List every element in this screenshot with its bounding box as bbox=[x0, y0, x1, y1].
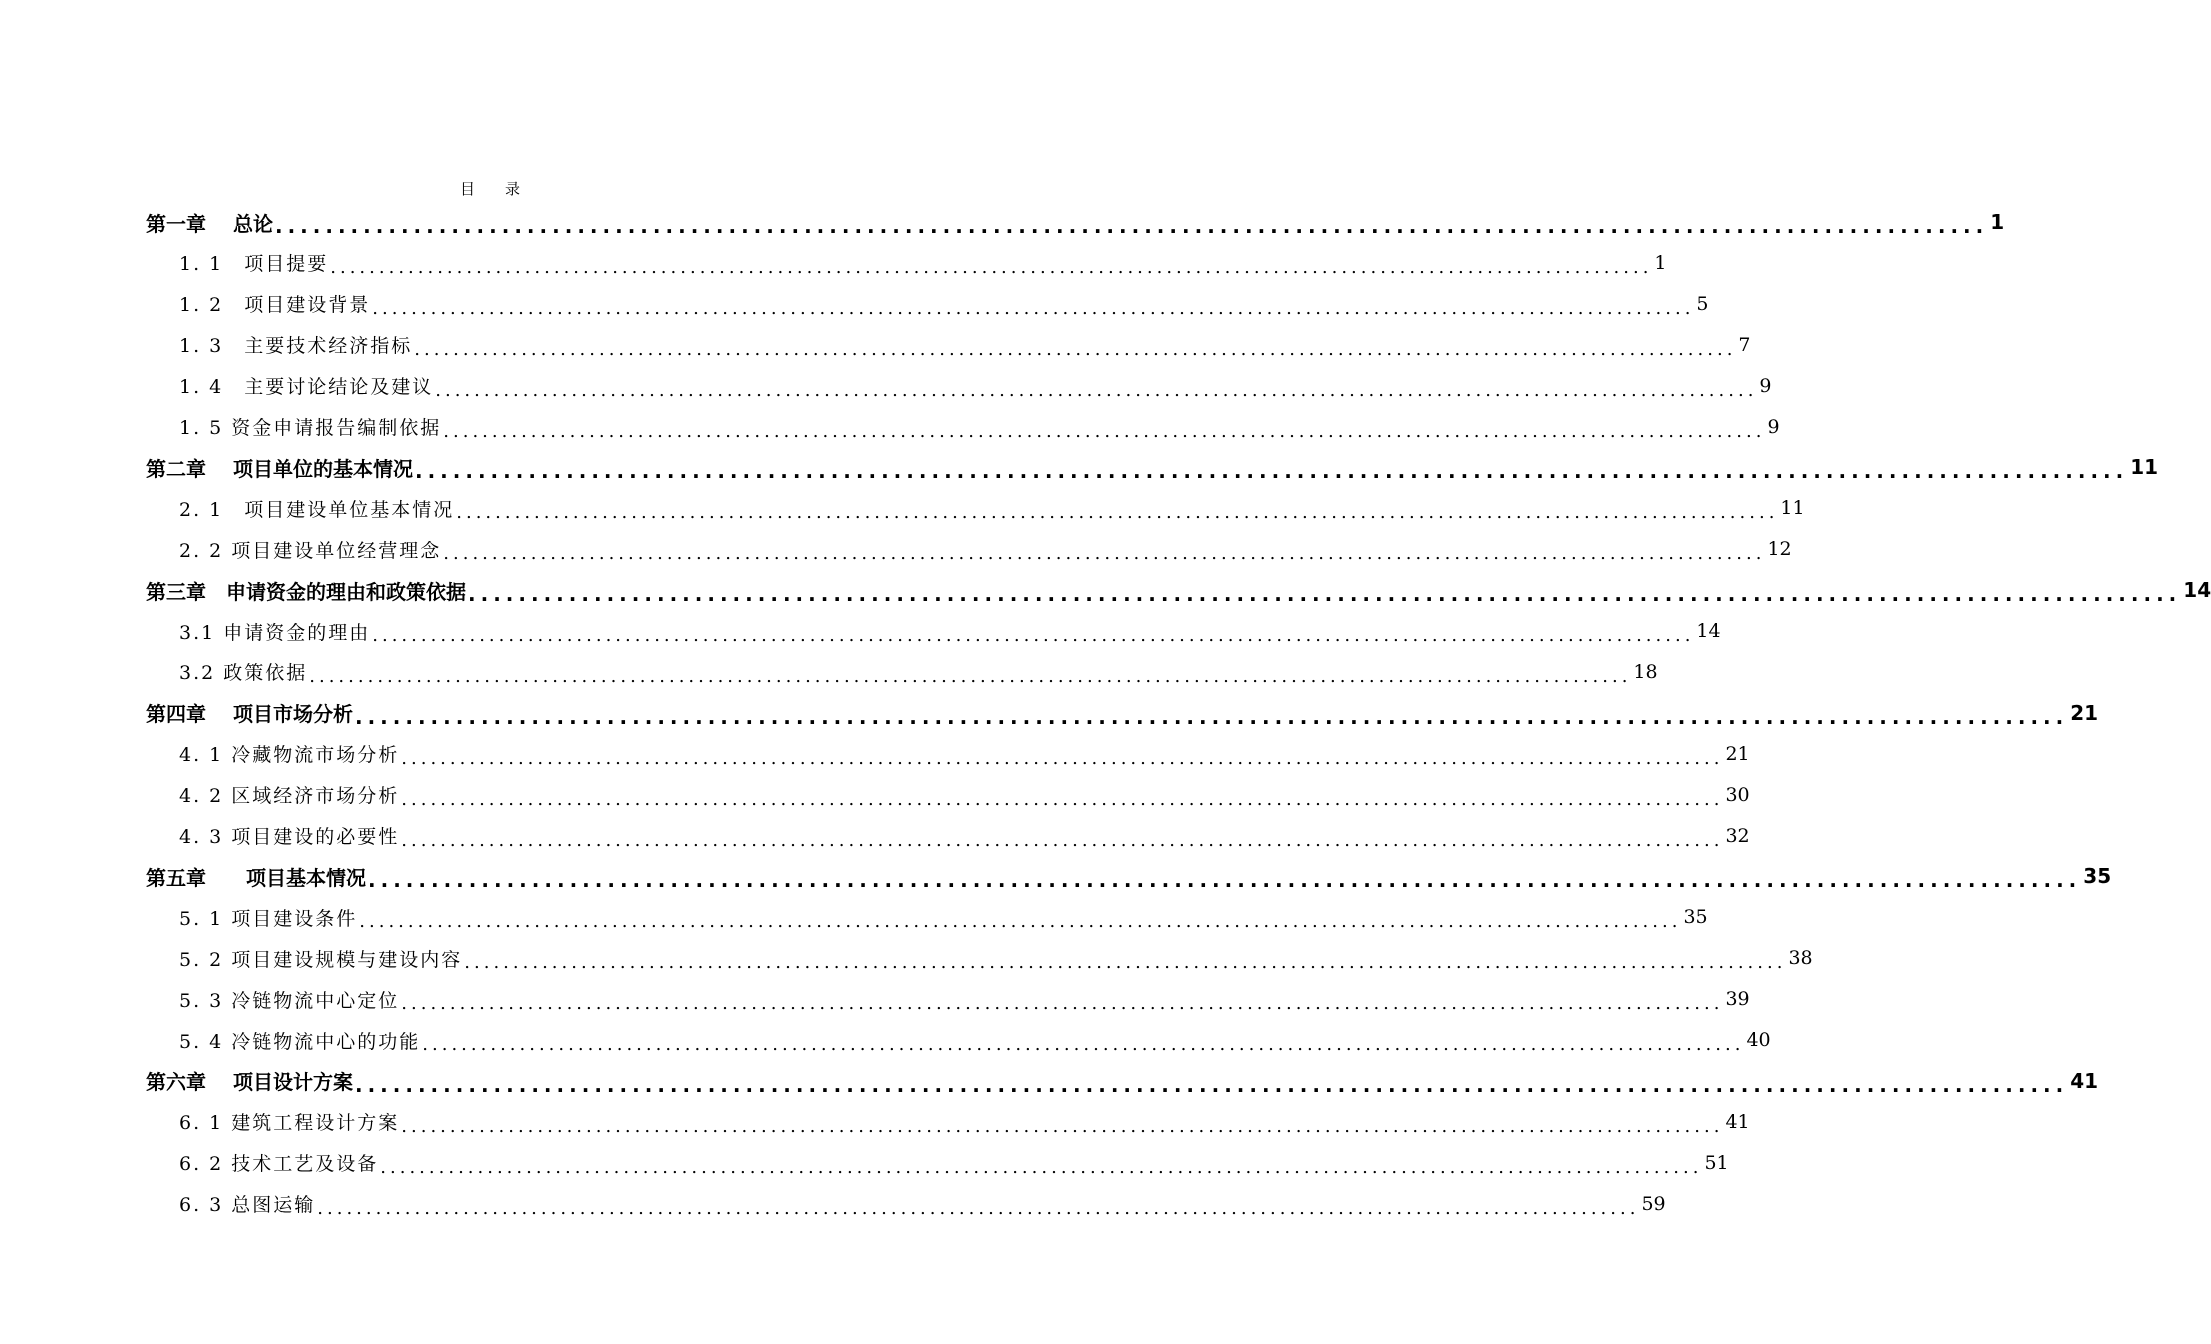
toc-entry-label: 3.2 政策依据 bbox=[179, 662, 308, 685]
toc-entry-label: 1. 5 资金申请报告编制依据 bbox=[179, 417, 442, 439]
toc-dot-leader: ........................................................................................................................................ bbox=[401, 747, 1724, 769]
toc-chapter-entry[interactable] bbox=[146, 856, 2112, 896]
toc-section-entry[interactable] bbox=[179, 1020, 1771, 1060]
toc-section-entry[interactable] bbox=[179, 488, 1805, 528]
toc-entry-label: 5. 2 项目建设规模与建设内容 bbox=[179, 948, 463, 971]
toc-entry-label: 1. 4 主要讨论结论及建议 bbox=[179, 376, 434, 399]
toc-entry-label: 5. 4 冷链物流中心的功能 bbox=[179, 1030, 421, 1053]
toc-page-number: 14 bbox=[2183, 578, 2211, 603]
toc-title-char-2: 录 bbox=[505, 180, 521, 198]
toc-section-entry[interactable] bbox=[179, 611, 1721, 651]
toc-dot-leader: ........................................................................................................................................ bbox=[359, 911, 1682, 933]
toc-section-entry[interactable] bbox=[179, 529, 1792, 569]
toc-page-number: 11 bbox=[2130, 455, 2159, 480]
toc-entry-label: 1. 1 项目提要 bbox=[179, 253, 329, 276]
toc-entry-label: 4. 2 区域经济市场分析 bbox=[179, 785, 400, 808]
toc-section-entry[interactable] bbox=[179, 284, 1709, 324]
toc-entry-label: 第四章 项目市场分析 bbox=[146, 702, 353, 727]
toc-page-number: 11 bbox=[1780, 497, 1805, 520]
toc-entry-label: 5. 3 冷链物流中心定位 bbox=[179, 989, 400, 1012]
toc-entry-label: 1. 2 项目建设背景 bbox=[179, 294, 371, 317]
toc-section-entry[interactable] bbox=[179, 1143, 1729, 1183]
toc-dot-leader: ........................................................................................................................................ bbox=[443, 543, 1766, 565]
toc-page-number: 21 bbox=[2070, 700, 2099, 725]
toc-dot-leader: ........................................................................................................................................ bbox=[330, 256, 1653, 278]
toc-page-number: 18 bbox=[1633, 660, 1658, 683]
toc-dot-leader: ........................................................................................................................................ bbox=[317, 1197, 1640, 1219]
toc-chapter-entry[interactable] bbox=[146, 693, 2099, 733]
toc-dot-leader: ........................................................................................................................................ bbox=[414, 459, 2129, 484]
toc-section-entry[interactable] bbox=[179, 243, 1667, 283]
toc-section-entry[interactable] bbox=[179, 366, 1772, 406]
toc-dot-leader: ........................................................................................................................................ bbox=[380, 1156, 1703, 1178]
toc-dot-leader: ........................................................................................................................................ bbox=[468, 582, 2182, 607]
toc-page-number: 41 bbox=[1725, 1110, 1750, 1133]
toc-title bbox=[0, 178, 980, 199]
toc-page-number: 5 bbox=[1696, 292, 1709, 315]
toc-page-number: 41 bbox=[2070, 1068, 2099, 1093]
toc-dot-leader: ........................................................................................................................................ bbox=[414, 338, 1737, 360]
toc-page-number: 40 bbox=[1746, 1029, 1771, 1051]
toc-section-entry[interactable] bbox=[179, 816, 1750, 856]
toc-page-number: 59 bbox=[1641, 1192, 1666, 1215]
toc-dot-leader: ........................................................................................................................................ bbox=[422, 1034, 1745, 1055]
toc-dot-leader: ........................................................................................................................................ bbox=[464, 952, 1787, 974]
toc-entry-label: 6. 3 总图运输 bbox=[179, 1194, 316, 1217]
toc-entry-label: 第五章 项目基本情况 bbox=[146, 865, 366, 890]
toc-section-entry[interactable] bbox=[179, 775, 1750, 815]
toc-entry-label: 6. 1 建筑工程设计方案 bbox=[179, 1112, 400, 1135]
toc-dot-leader: ........................................................................................................................................ bbox=[354, 704, 2069, 729]
toc-entry-label: 第一章 总论 bbox=[146, 211, 273, 236]
toc-page-number: 9 bbox=[1759, 374, 1772, 397]
toc-page-number: 21 bbox=[1725, 742, 1750, 765]
toc-page-number: 35 bbox=[1683, 906, 1708, 929]
toc-dot-leader: ........................................................................................................................................ bbox=[368, 868, 2082, 893]
toc-section-entry[interactable] bbox=[179, 1184, 1666, 1224]
toc-entry-label: 1. 3 主要技术经济指标 bbox=[179, 335, 413, 358]
toc-dot-leader: ........................................................................................................................................ bbox=[443, 420, 1766, 442]
toc-page-number: 14 bbox=[1696, 620, 1721, 642]
toc-entry-label: 4. 3 项目建设的必要性 bbox=[179, 826, 400, 848]
toc-page-number: 9 bbox=[1767, 415, 1780, 438]
toc-entry-label: 5. 1 项目建设条件 bbox=[179, 907, 358, 930]
toc-page-number: 30 bbox=[1725, 783, 1750, 806]
toc-page-number: 51 bbox=[1704, 1151, 1729, 1174]
toc-entry-label: 3.1 申请资金的理由 bbox=[179, 621, 371, 644]
toc-title-char-1: 目 bbox=[459, 180, 475, 198]
toc-entry-label: 第六章 项目设计方案 bbox=[146, 1070, 353, 1095]
toc-chapter-entry[interactable] bbox=[146, 202, 2005, 242]
toc-entry-label: 2. 2 项目建设单位经营理念 bbox=[179, 539, 442, 562]
toc-dot-leader: ........................................................................................................................................ bbox=[354, 1072, 2069, 1097]
toc-dot-leader: ........................................................................................................................................ bbox=[372, 297, 1695, 319]
toc-entry-label: 6. 2 技术工艺及设备 bbox=[179, 1153, 379, 1176]
toc-dot-leader: ........................................................................................................................................ bbox=[372, 625, 1695, 646]
toc-page-number: 12 bbox=[1767, 538, 1792, 561]
toc-section-entry[interactable] bbox=[179, 407, 1780, 447]
toc-section-entry[interactable] bbox=[179, 652, 1658, 692]
toc-entry-label: 第二章 项目单位的基本情况 bbox=[146, 456, 413, 481]
toc-dot-leader: ........................................................................................................................................ bbox=[401, 829, 1724, 851]
toc-dot-leader: ........................................................................................................................................ bbox=[456, 502, 1779, 524]
toc-section-entry[interactable] bbox=[179, 938, 1813, 978]
toc-section-entry[interactable] bbox=[179, 325, 1751, 365]
toc-chapter-entry[interactable] bbox=[146, 447, 2159, 487]
toc-entry-label: 4. 1 冷藏物流市场分析 bbox=[179, 744, 400, 767]
toc-dot-leader: ........................................................................................................................................ bbox=[309, 665, 1632, 687]
toc-section-entry[interactable] bbox=[179, 734, 1750, 774]
toc-section-entry[interactable] bbox=[179, 979, 1750, 1019]
toc-entry-label: 第三章 申请资金的理由和政策依据 bbox=[146, 579, 466, 604]
toc-page-number: 39 bbox=[1725, 988, 1750, 1011]
toc-page-number: 1 bbox=[1990, 210, 2005, 234]
toc-dot-leader: ........................................................................................................................................ bbox=[401, 1115, 1724, 1137]
toc-section-entry[interactable] bbox=[179, 897, 1708, 937]
toc-page-number: 32 bbox=[1725, 824, 1750, 847]
toc-entry-label: 2. 1 项目建设单位基本情况 bbox=[179, 498, 455, 521]
toc-page-number: 7 bbox=[1738, 333, 1751, 356]
toc-page-number: 35 bbox=[2083, 864, 2112, 889]
toc-dot-leader: ........................................................................................................................................ bbox=[435, 379, 1758, 401]
toc-section-entry[interactable] bbox=[179, 1102, 1750, 1142]
toc-page-number: 38 bbox=[1788, 947, 1813, 970]
toc-chapter-entry[interactable] bbox=[146, 570, 2211, 610]
toc-chapter-entry[interactable] bbox=[146, 1061, 2099, 1101]
toc-dot-leader: ........................................................................................................................................ bbox=[401, 993, 1724, 1015]
toc-dot-leader: ........................................................................................................................................ bbox=[401, 788, 1724, 810]
toc-dot-leader: ........................................................................................................................................ bbox=[274, 214, 1989, 238]
toc-page-number: 1 bbox=[1654, 251, 1667, 274]
